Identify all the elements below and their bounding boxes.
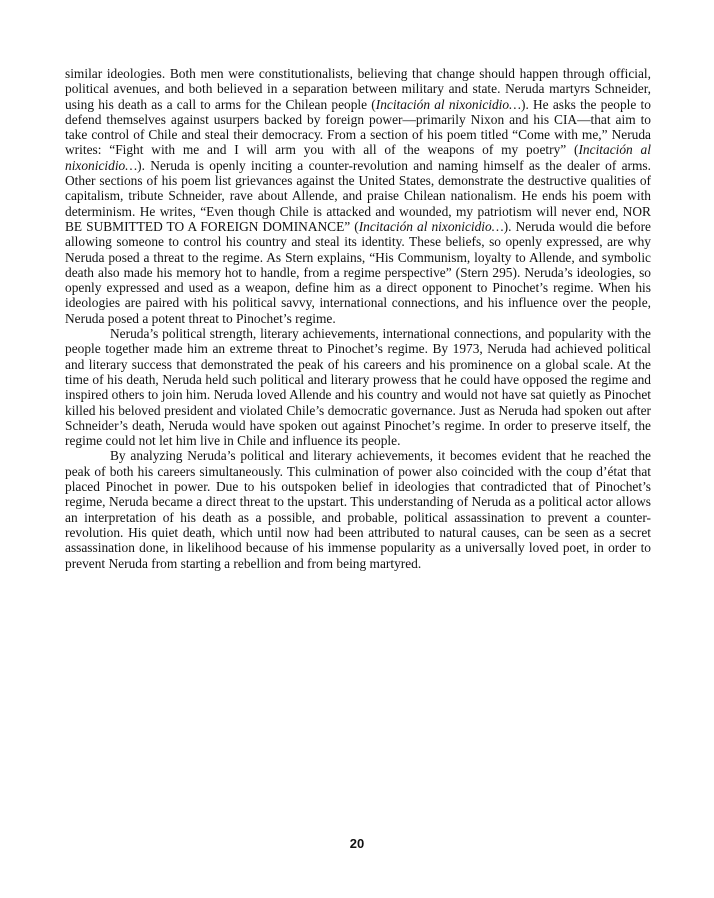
document-body [65, 66, 651, 571]
citation-title: Incitación al nixonicidio… [65, 142, 651, 173]
paragraph-text: ). Neruda would die before allowing someone to control his country and steal its identity. These beliefs, so openly expressed, are why Neruda posed a threat to the regime. As Stern explains, “His Communism, loyalty to Allende, and symbolic death also made his memory hot to handle, from a regime perspective” (Stern 295). Neruda’s ideologies, so openly expressed and used as a weapon, define him as a direct opponent to Pinochet’s regime. When his ideologies are paired with his political savvy, international connections, and his influence over the people, Neruda posed a potent threat to Pinochet’s regime. [65, 218, 651, 326]
paragraph-text: Neruda’s political strength, literary achievements, international connections, and popularity with the people together made him an extreme threat to Pinochet’s regime. By 1973, Neruda had achieved political and literary success that demonstrated the peak of his careers and his prominence on a global scale. At the time of his death, Neruda held such political and literary prowess that he could have opposed the regime and inspired others to join him. Neruda loved Allende and his country and would not have sat quietly as Pinochet killed his beloved president and violated Chile’s democratic governance. Just as Neruda had spoken out after Schneider’s death, Neruda would have spoken out against Pinochet’s regime. In order to preserve itself, the regime could not let him live in Chile and influence its people. [65, 326, 651, 449]
paragraph [65, 326, 651, 448]
paragraph [65, 66, 651, 326]
paragraph-text: ). Neruda is openly inciting a counter-revolution and naming himself as the dealer of arms. Other sections of his poem list grievances against the United States, demonstrate the destructive qualities of capitalism, tribute Schneider, rave about Allende, and praise Chilean nationalism. He ends his poem with determinism. He writes, “Even though Chile is attacked and wounded, my patriotism will never end, NOR BE SUBMITTED TO A FOREIGN DOMINANCE” ( [65, 157, 651, 234]
paragraph-text: ). He asks the people to defend themselves against usurpers backed by foreign power—primarily Nixon and his CIA—that aim to take control of Chile and steal their democracy. From a section of his poem titled “Come with me,” Neruda writes: “Fight with me and I will arm you with all of the weapons of my poetry” ( [65, 96, 651, 158]
paragraph-text: By analyzing Neruda’s political and literary achievements, it becomes evident that he reached the peak of both his careers simultaneously. This culmination of power also coincided with the coup d’état that placed Pinochet in power. Due to his outspoken belief in ideologies that contradicted that of Pinochet’s regime, Neruda became a direct threat to the upstart. This understanding of Neruda as a political actor allows an interpretation of his death as a possible, and probable, political assassination to prevent a counter-revolution. His quiet death, which until now had been attributed to natural causes, can be seen as a secret assassination done, in likelihood because of his immense popularity as a universally loved poet, in order to prevent Neruda from starting a rebellion and from being martyred. [65, 448, 651, 571]
citation-title: Incitación al nixonicidio… [375, 96, 521, 112]
citation-title: Incitación al nixonicidio… [358, 218, 504, 234]
paragraph-text: similar ideologies. Both men were constitutionalists, believing that change should happen through official, political avenues, and both believed in a separation between military and state. Neruda martyrs Schneider, using his death as a call to arms for the Chilean people ( [65, 66, 651, 112]
page-number: 20 [349, 836, 365, 851]
paragraph [65, 448, 651, 570]
